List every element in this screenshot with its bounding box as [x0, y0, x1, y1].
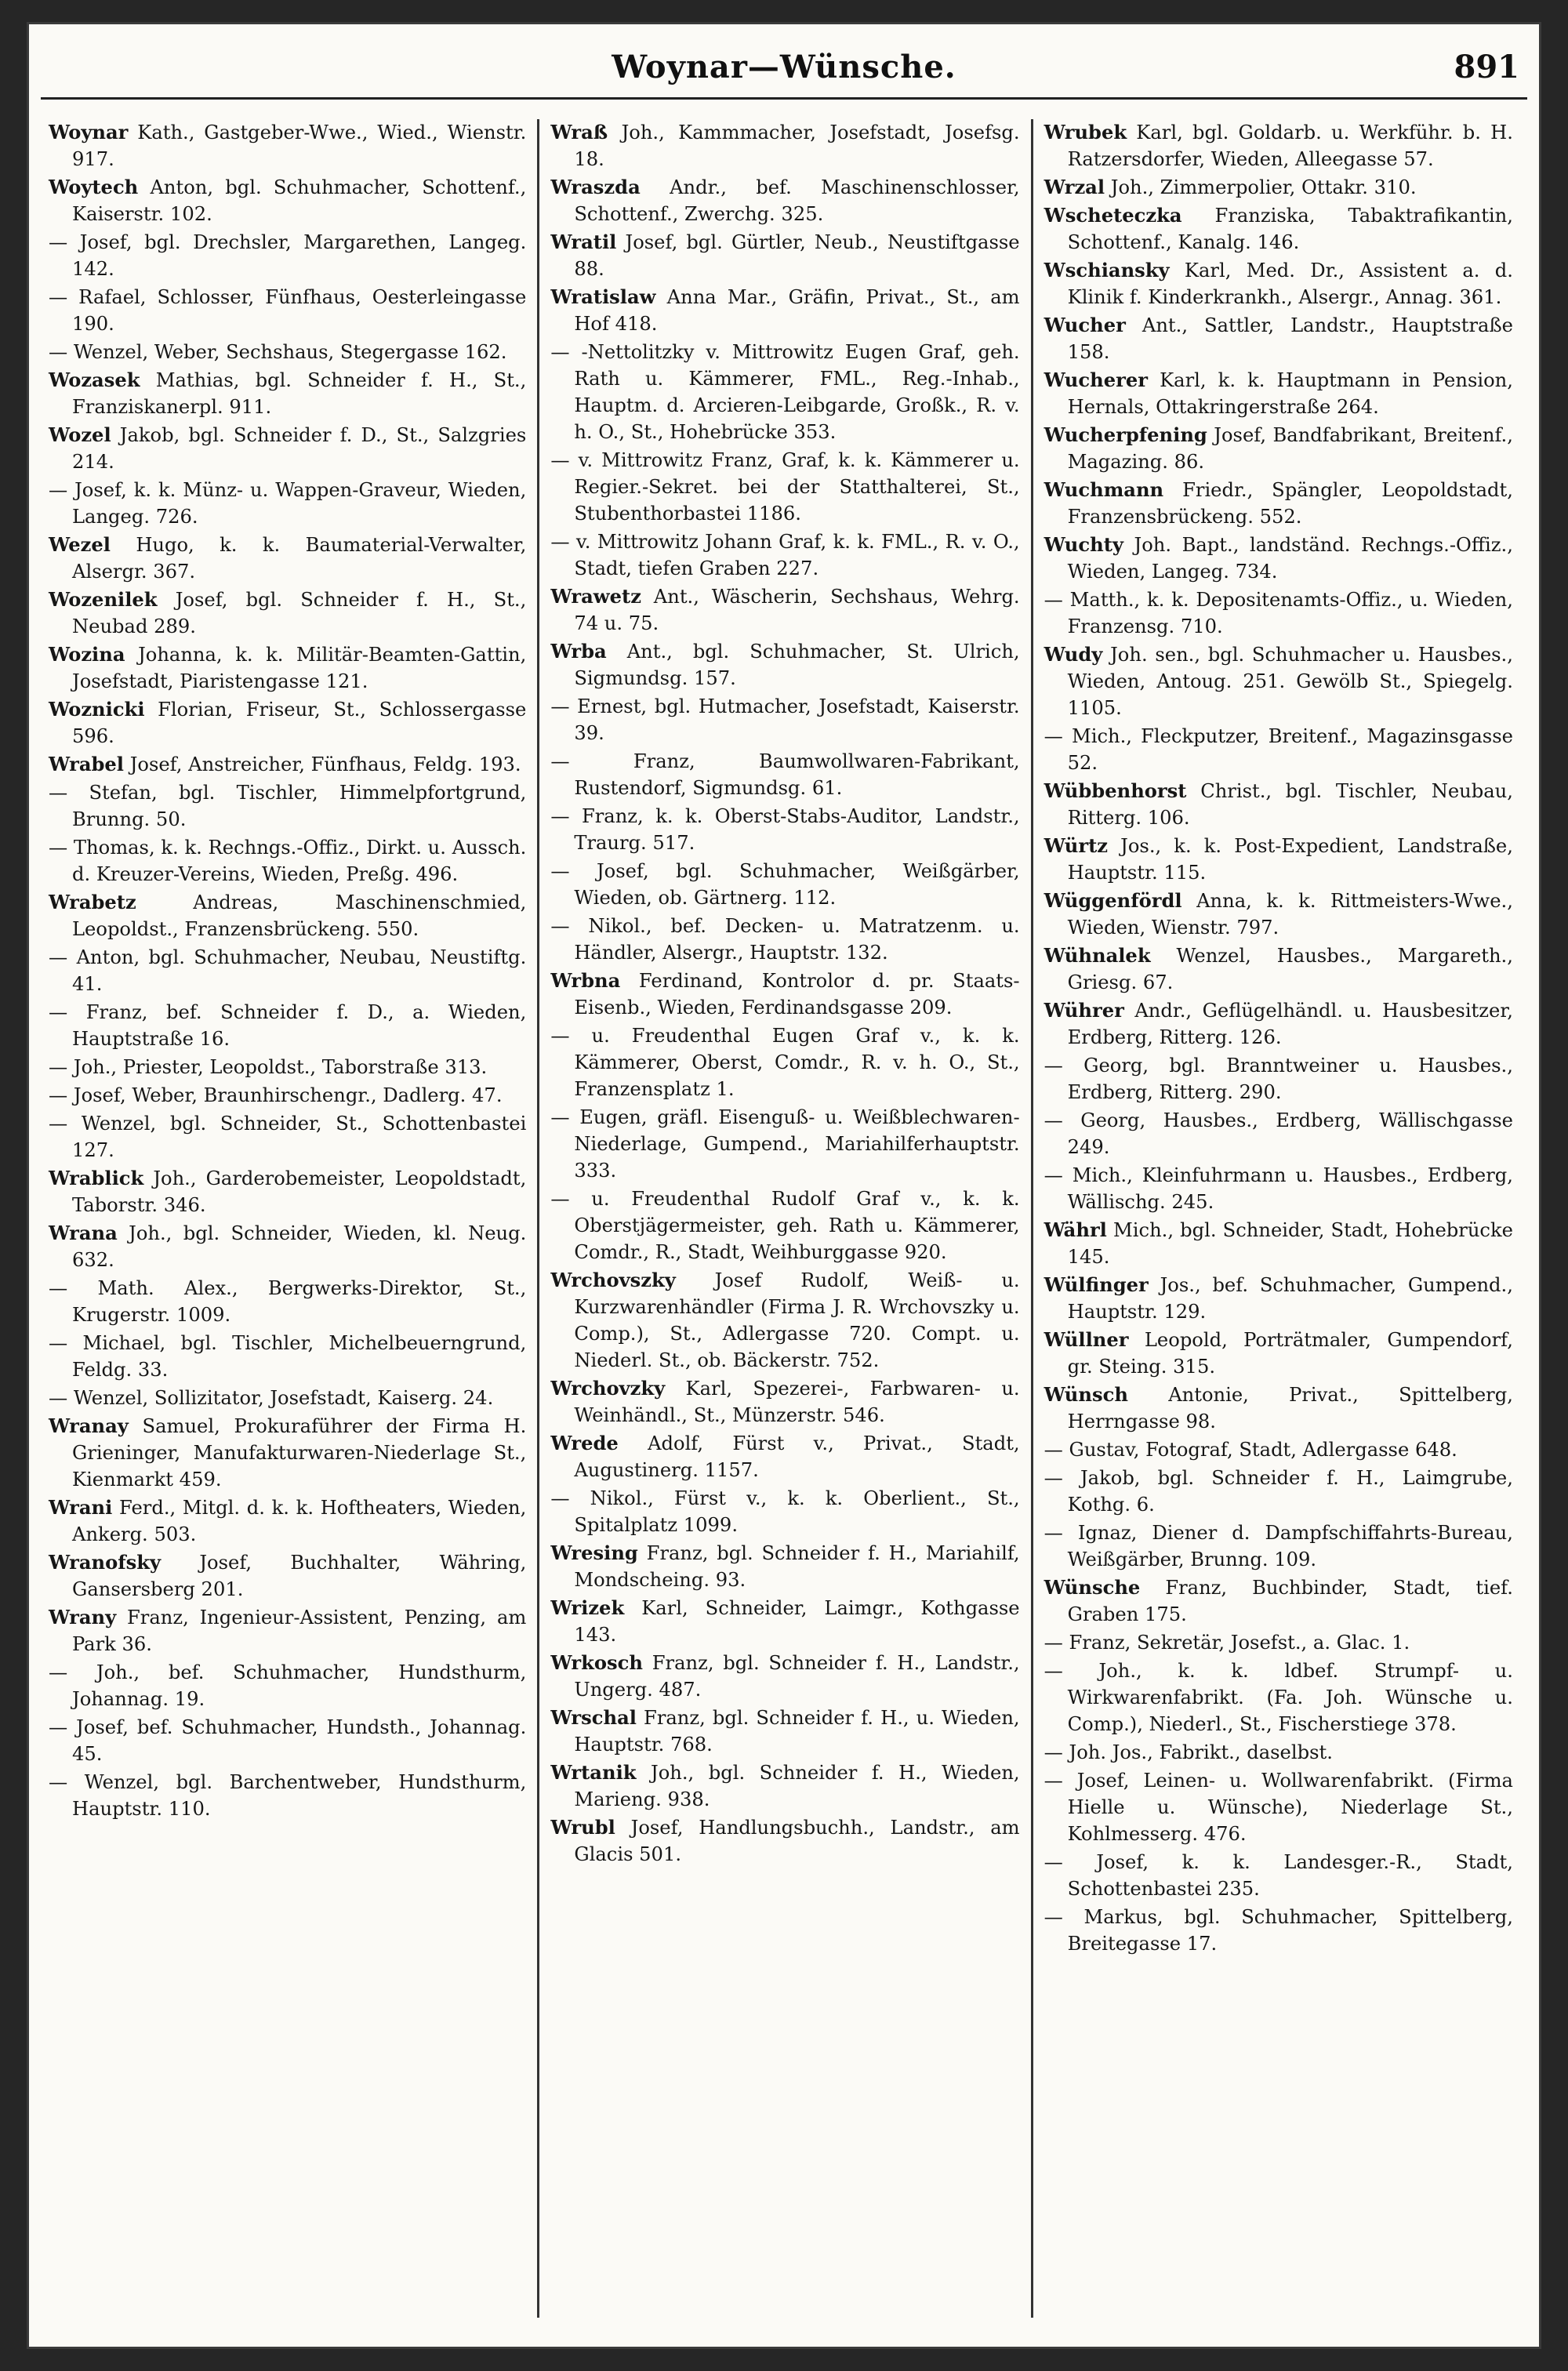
directory-subentry [49, 834, 526, 888]
directory-subentry [550, 1186, 1019, 1265]
entry-surname: Wraß [550, 121, 608, 143]
directory-entry [49, 119, 526, 172]
entry-surname: Wrchovzky [550, 1377, 666, 1400]
directory-subentry [1044, 1904, 1513, 1957]
entry-text: Joh., Zimmerpolier, Ottakr. 310. [1110, 176, 1417, 198]
entry-surname: Wranay [49, 1414, 129, 1437]
entry-text: Anton, bgl. Schuhmacher, Schottenf., Kaiserstr. 102. [72, 176, 527, 225]
entry-text: — Markus, bgl. Schuhmacher, Spittelberg, Breitegasse 17. [1044, 1906, 1513, 1955]
entry-text: — Nikol., Fürst v., k. k. Oberlient., St., Spitalplatz 1099. [550, 1487, 1020, 1536]
directory-subentry [550, 528, 1019, 582]
directory-entry [49, 1549, 526, 1603]
directory-entry [1044, 1327, 1513, 1380]
entry-text: Antonie, Privat., Spittelberg, Herrngasse 98. [1067, 1384, 1513, 1432]
entry-text: — Matth., k. k. Depositenamts-Offiz., u. Wieden, Franzensg. 710. [1044, 589, 1513, 637]
entry-text: — u. Freudenthal Rudolf Graf v., k. k. Oberstjägermeister, geh. Rath u. Kämmerer, Comdr., R., Stadt, Weihburggasse 920. [550, 1188, 1020, 1263]
entry-text: Josef, Anstreicher, Fünfhaus, Feldg. 193. [129, 753, 521, 775]
directory-entry [49, 696, 526, 750]
entry-surname: Wranofsky [49, 1551, 162, 1574]
entry-text: — Nikol., bef. Decken- u. Matratzenm. u. Händler, Alsergr., Hauptstr. 132. [550, 915, 1020, 964]
directory-entry [49, 889, 526, 942]
header-rule [41, 97, 1527, 100]
entry-surname: Wezel [49, 533, 111, 556]
directory-entry [49, 1413, 526, 1493]
entry-text: Jos., bef. Schuhmacher, Gumpend., Hauptstr. 129. [1067, 1274, 1513, 1323]
entry-text: — Mich., Fleckputzer, Breitenf., Magazinsgasse 52. [1044, 725, 1513, 774]
entry-text: Josef, Buchhalter, Währing, Gansersberg 201. [72, 1552, 527, 1600]
entry-text: — Michael, bgl. Tischler, Michelbeuerngrund, Feldg. 33. [49, 1332, 527, 1381]
entry-text: Josef, Handlungsbuchh., Landstr., am Glacis 501. [574, 1817, 1020, 1865]
directory-subentry [1044, 1465, 1513, 1518]
entry-text: — Franz, Baumwollwaren-Fabrikant, Rustendorf, Sigmundsg. 61. [550, 750, 1020, 799]
entry-text: Adolf, Fürst v., Privat., Stadt, Augustinerg. 1157. [574, 1432, 1020, 1481]
entry-text: Friedr., Spängler, Leopoldstadt, Franzensbrückeng. 552. [1067, 479, 1513, 528]
directory-entry [1044, 532, 1513, 585]
entry-surname: Woynar [49, 121, 129, 143]
entry-text: — Georg, bgl. Branntweiner u. Hausbes., Erdberg, Ritterg. 290. [1044, 1055, 1513, 1103]
entry-text: Franz, Ingenieur-Assistent, Penzing, am Park 36. [72, 1607, 527, 1655]
directory-subentry [49, 1769, 526, 1822]
entry-surname: Wrbna [550, 969, 621, 992]
directory-subentry [550, 1104, 1019, 1184]
entry-text: Ferdinand, Kontrolor d. pr. Staats-Eisenb., Wieden, Ferdinandsgasse 209. [574, 970, 1020, 1018]
entry-text: — Math. Alex., Bergwerks-Direktor, St., Krugerstr. 1009. [49, 1277, 527, 1326]
entry-surname: Woznicki [49, 698, 145, 721]
entry-text: Karl, Med. Dr., Assistent a. d. Klinik f. Kinderkrankh., Alsergr., Annag. 361. [1067, 260, 1513, 308]
directory-entry [550, 583, 1019, 637]
directory-entry [49, 367, 526, 420]
entry-text: — Josef, Weber, Braunhirschengr., Dadlerg. 47. [49, 1084, 503, 1106]
entry-text: Leopold, Porträtmaler, Gumpendorf, gr. Steing. 315. [1067, 1329, 1513, 1378]
column-1 [44, 119, 537, 2318]
directory-subentry [49, 339, 526, 365]
entry-text: Ant., Sattler, Landstr., Hauptstraße 158. [1067, 314, 1513, 363]
directory-entry [1044, 997, 1513, 1051]
directory-entry [550, 968, 1019, 1021]
directory-entry [1044, 477, 1513, 530]
directory-entry [49, 532, 526, 585]
entry-surname: Wrzal [1044, 176, 1105, 198]
entry-text: — Joh., k. k. ldbef. Strumpf- u. Wirkwarenfabrikt. (Fa. Joh. Wünsche u. Comp.), Niederl., St., Fischerstiege 378. [1044, 1660, 1513, 1735]
directory-subentry [550, 1485, 1019, 1538]
entry-surname: Wrany [49, 1606, 117, 1628]
directory-entry [49, 1494, 526, 1548]
directory-entry [1044, 367, 1513, 420]
entry-surname: Wucherpfening [1044, 423, 1207, 446]
directory-subentry [49, 284, 526, 337]
directory-subentry [1044, 1052, 1513, 1106]
entry-text: Wenzel, Hausbes., Margareth., Griesg. 67. [1067, 945, 1513, 993]
entry-surname: Wuchty [1044, 533, 1123, 556]
directory-entry [550, 1705, 1019, 1758]
entry-text: Mich., bgl. Schneider, Stadt, Hohebrücke 145. [1067, 1219, 1513, 1268]
directory-entry [1044, 312, 1513, 365]
directory-subentry [49, 1082, 526, 1109]
entry-text: — -Nettolitzky v. Mittrowitz Eugen Graf, geh. Rath u. Kämmerer, FML., Reg.-Inhab., Hauptm. d. Arcieren-Leibgarde, Großk., R. v. h. O., St., Hohebrücke 353. [550, 341, 1020, 443]
directory-entry [1044, 202, 1513, 256]
directory-entry [49, 586, 526, 640]
entry-surname: Würtz [1044, 834, 1109, 857]
entry-text: Josef, bgl. Schneider f. H., St., Neubad 289. [72, 589, 527, 637]
entry-text: Kath., Gastgeber-Wwe., Wied., Wienstr. 917. [72, 122, 527, 170]
column-2 [537, 119, 1030, 2318]
directory-entry [550, 1540, 1019, 1593]
directory-subentry [1044, 1739, 1513, 1766]
entry-text: — Ignaz, Diener d. Dampfschiffahrts-Bureau, Weißgärber, Brunng. 109. [1044, 1522, 1513, 1570]
entry-text: Andr., bef. Maschinenschlosser, Schottenf., Zwerchg. 325. [574, 176, 1020, 225]
entry-text: Ferd., Mitgl. d. k. k. Hoftheaters, Wieden, Ankerg. 503. [72, 1497, 527, 1545]
directory-entry [49, 422, 526, 475]
directory-entry [1044, 1217, 1513, 1270]
entry-surname: Wüllner [1044, 1328, 1129, 1351]
entry-text: Josef, Bandfabrikant, Breitenf., Magazing. 86. [1067, 424, 1513, 473]
entry-text: Franziska, Tabaktrafikantin, Schottenf., Kanalg. 146. [1067, 205, 1513, 253]
directory-subentry [49, 229, 526, 282]
entry-surname: Wrkosch [550, 1651, 643, 1674]
directory-subentry [1044, 586, 1513, 640]
entry-text: Anna Mar., Gräfin, Privat., St., am Hof 418. [574, 286, 1020, 335]
entry-surname: Wresing [550, 1541, 638, 1564]
directory-subentry [1044, 1162, 1513, 1215]
entry-surname: Wührer [1044, 999, 1124, 1022]
entry-surname: Wozina [49, 643, 125, 666]
entry-text: Joh., bgl. Schneider f. H., Wieden, Marieng. 938. [574, 1762, 1020, 1810]
directory-entry [49, 1220, 526, 1273]
entry-text: — Joh., Priester, Leopoldst., Taborstraße 313. [49, 1056, 488, 1078]
directory-entry [1044, 257, 1513, 310]
entry-text: — Jakob, bgl. Schneider f. H., Laimgrube, Kothg. 6. [1044, 1467, 1513, 1516]
directory-entry [49, 641, 526, 695]
entry-surname: Wucher [1044, 314, 1126, 336]
directory-subentry [49, 1714, 526, 1767]
entry-text: — Josef, bgl. Schuhmacher, Weißgärber, Wieden, ob. Gärtnerg. 112. [550, 860, 1020, 909]
directory-entry [550, 1375, 1019, 1429]
entry-text: Karl, k. k. Hauptmann in Pension, Hernals, Ottakringerstraße 264. [1067, 369, 1513, 418]
entry-text: Jos., k. k. Post-Expedient, Landstraße, Hauptstr. 115. [1067, 835, 1513, 884]
directory-entry [1044, 1382, 1513, 1435]
entry-text: Ant., Wäscherin, Sechshaus, Wehrg. 74 u. 75. [574, 586, 1020, 634]
directory-subentry [550, 803, 1019, 856]
entry-text: — Wenzel, bgl. Barchentweber, Hundsthurm, Hauptstr. 110. [49, 1771, 527, 1820]
directory-subentry [550, 913, 1019, 966]
entry-surname: Wscheteczka [1044, 204, 1182, 227]
directory-page [27, 22, 1541, 2349]
entry-surname: Wülfinger [1044, 1273, 1149, 1296]
directory-entry [550, 1650, 1019, 1703]
entry-surname: Wrabetz [49, 891, 136, 913]
entry-text: Franz, bgl. Schneider f. H., u. Wieden, Hauptstr. 768. [574, 1707, 1020, 1756]
directory-entry [1044, 422, 1513, 475]
entry-text: Jakob, bgl. Schneider f. D., St., Salzgries 214. [72, 424, 527, 473]
directory-entry [550, 1759, 1019, 1813]
directory-subentry [550, 748, 1019, 801]
entry-text: Johanna, k. k. Militär-Beamten-Gattin, Josefstadt, Piaristengasse 121. [72, 644, 527, 692]
entry-surname: Wrubl [550, 1816, 615, 1839]
entry-surname: Wrizek [550, 1596, 625, 1619]
directory-subentry [1044, 1849, 1513, 1902]
entry-text: Joh., Kammmacher, Josefstadt, Josefsg. 18. [574, 122, 1020, 170]
directory-entry [1044, 174, 1513, 201]
directory-entry [1044, 1574, 1513, 1628]
entry-text: Karl, Schneider, Laimgr., Kothgasse 143. [574, 1597, 1020, 1646]
entry-surname: Wüggenfördl [1044, 889, 1182, 912]
entry-text: — Wenzel, Sollizitator, Josefstadt, Kaiserg. 24. [49, 1387, 494, 1409]
entry-text: — Georg, Hausbes., Erdberg, Wällischgasse 249. [1044, 1109, 1513, 1158]
entry-text: — Wenzel, Weber, Sechshaus, Stegergasse 162. [49, 341, 507, 363]
directory-subentry [1044, 723, 1513, 776]
directory-entry [49, 751, 526, 778]
entry-text: Josef, bgl. Gürtler, Neub., Neustiftgasse 88. [574, 231, 1020, 280]
entry-text: Franz, bgl. Schneider f. H., Mariahilf, Mondscheing. 93. [574, 1542, 1020, 1591]
entry-surname: Wozenilek [49, 588, 158, 611]
entry-surname: Wuchmann [1044, 478, 1164, 501]
directory-subentry [49, 1110, 526, 1164]
entry-text: — Wenzel, bgl. Schneider, St., Schottenbastei 127. [49, 1113, 527, 1161]
directory-entry [1044, 1272, 1513, 1325]
entry-surname: Wratislaw [550, 285, 656, 308]
entry-text: — Stefan, bgl. Tischler, Himmelpfortgrund, Brunng. 50. [49, 782, 527, 830]
entry-text: Franz, Buchbinder, Stadt, tief. Graben 175. [1067, 1577, 1513, 1625]
entry-surname: Wschiansky [1044, 259, 1170, 281]
directory-entry [1044, 778, 1513, 831]
entry-surname: Wrawetz [550, 585, 641, 608]
directory-entry [49, 174, 526, 227]
directory-entry [1044, 888, 1513, 941]
entry-text: — v. Mittrowitz Franz, Graf, k. k. Kämmerer u. Regier.-Sekret. bei der Statthalterei, St., Stubenthorbastei 1186. [550, 449, 1020, 525]
entry-text: Joh., Garderobemeister, Leopoldstadt, Taborstr. 346. [72, 1167, 527, 1216]
directory-subentry [1044, 1629, 1513, 1656]
entry-text: — u. Freudenthal Eugen Graf v., k. k. Kämmerer, Oberst, Comdr., R. v. h. O., St., Franzensplatz 1. [550, 1025, 1020, 1100]
directory-subentry [1044, 1767, 1513, 1847]
column-3 [1031, 119, 1524, 2318]
directory-subentry [49, 944, 526, 997]
entry-text: Karl, bgl. Goldarb. u. Werkführ. b. H. Ratzersdorfer, Wieden, Alleegasse 57. [1067, 122, 1513, 170]
entry-surname: Wünsche [1044, 1576, 1141, 1599]
entry-text: — v. Mittrowitz Johann Graf, k. k. FML., R. v. O., Stadt, tiefen Graben 227. [550, 531, 1020, 579]
entry-text: — Anton, bgl. Schuhmacher, Neubau, Neustiftg. 41. [49, 946, 527, 995]
entry-surname: Wrschal [550, 1706, 637, 1729]
entry-text: — Josef, bgl. Drechsler, Margarethen, Langeg. 142. [49, 231, 527, 280]
directory-entry [1044, 833, 1513, 886]
page-title: Woynar—Wünsche. [612, 49, 956, 85]
directory-entry [550, 1814, 1019, 1868]
entry-text: Andreas, Maschinenschmied, Leopoldst., Franzensbrückeng. 550. [72, 891, 527, 940]
entry-text: Joh. Bapt., landständ. Rechngs.-Offiz., Wieden, Langeg. 734. [1067, 534, 1513, 583]
entry-text: Mathias, bgl. Schneider f. H., St., Franziskanerpl. 911. [72, 369, 527, 418]
entry-text: Andr., Geflügelhändl. u. Hausbesitzer, Erdberg, Ritterg. 126. [1067, 1000, 1513, 1048]
entry-text: — Josef, k. k. Landesger.-R., Stadt, Schottenbastei 235. [1044, 1851, 1513, 1900]
entry-surname: Wozasek [49, 369, 140, 391]
entry-text: — Thomas, k. k. Rechngs.-Offiz., Dirkt. u. Aussch. d. Kreuzer-Vereins, Wieden, Preßg. 496. [49, 837, 527, 885]
entry-surname: Wrba [550, 640, 607, 663]
directory-entry [49, 1604, 526, 1658]
directory-subentry [1044, 1520, 1513, 1573]
entry-text: Joh. sen., bgl. Schuhmacher u. Hausbes., Wieden, Antoug. 251. Gewölb St., Spiegelg. 1105. [1067, 644, 1513, 719]
entry-surname: Wozel [49, 423, 111, 446]
directory-subentry [550, 858, 1019, 911]
entry-text: Anna, k. k. Rittmeisters-Wwe., Wieden, Wienstr. 797. [1067, 890, 1513, 939]
entry-text: — Rafael, Schlosser, Fünfhaus, Oesterleingasse 190. [49, 286, 527, 335]
entry-surname: Wrchovszky [550, 1269, 676, 1291]
directory-entry [550, 1430, 1019, 1483]
directory-entry [550, 229, 1019, 282]
entry-surname: Wrani [49, 1496, 113, 1519]
entry-text: — Josef, Leinen- u. Wollwarenfabrikt. (Firma Hielle u. Wünsche), Niederlage St., Kohlmesserg. 476. [1044, 1770, 1513, 1845]
entry-surname: Woytech [49, 176, 139, 198]
directory-entry [550, 1267, 1019, 1374]
directory-subentry [49, 999, 526, 1052]
entry-surname: Wrabel [49, 753, 124, 775]
entry-text: — Franz, Sekretär, Josefst., a. Glac. 1. [1044, 1632, 1410, 1654]
directory-subentry [1044, 1436, 1513, 1463]
entry-text: Joh., bgl. Schneider, Wieden, kl. Neug. 632. [72, 1222, 527, 1271]
entry-text: — Ernest, bgl. Hutmacher, Josefstadt, Kaiserstr. 39. [550, 695, 1020, 744]
directory-subentry [49, 1330, 526, 1383]
directory-subentry [49, 1385, 526, 1411]
entry-surname: Wühnalek [1044, 944, 1151, 967]
page-number: 891 [1454, 49, 1519, 85]
entry-text: — Josef, bef. Schuhmacher, Hundsth., Johannag. 45. [49, 1716, 527, 1765]
directory-entry [550, 174, 1019, 227]
directory-subentry [1044, 1107, 1513, 1160]
directory-entry [49, 1165, 526, 1218]
entry-surname: Wünsch [1044, 1383, 1128, 1406]
entry-text: — Franz, bef. Schneider f. D., a. Wieden, Hauptstraße 16. [49, 1001, 527, 1050]
directory-entry [1044, 942, 1513, 996]
entry-text: — Franz, k. k. Oberst-Stabs-Auditor, Landstr., Traurg. 517. [550, 805, 1020, 854]
entry-surname: Wrtanik [550, 1761, 637, 1784]
entry-surname: Wübbenhorst [1044, 779, 1187, 802]
entry-text: Samuel, Prokuraführer der Firma H. Grieninger, Manufakturwaren-Niederlage St., Kienmarkt 459. [72, 1415, 527, 1490]
entry-text: Christ., bgl. Tischler, Neubau, Ritterg. 106. [1067, 780, 1513, 829]
directory-subentry [550, 447, 1019, 527]
entry-surname: Wucherer [1044, 369, 1148, 391]
directory-subentry [550, 1022, 1019, 1102]
entry-surname: Wrubek [1044, 121, 1127, 143]
directory-subentry [49, 477, 526, 530]
entry-text: — Eugen, gräfl. Eisenguß- u. Weißblechwaren-Niederlage, Gumpend., Mariahilferhauptstr. 333. [550, 1106, 1020, 1182]
entry-surname: Wraszda [550, 176, 641, 198]
directory-columns [44, 119, 1524, 2318]
directory-entry [550, 638, 1019, 692]
entry-text: Hugo, k. k. Baumaterial-Verwalter, Alsergr. 367. [72, 534, 527, 583]
entry-text: Florian, Friseur, St., Schlossergasse 596. [72, 699, 527, 747]
page-header [27, 49, 1541, 99]
directory-entry [1044, 641, 1513, 721]
entry-surname: Wudy [1044, 643, 1103, 666]
entry-surname: Wratil [550, 231, 617, 253]
directory-entry [550, 1595, 1019, 1648]
entry-surname: Wrana [49, 1222, 118, 1244]
directory-subentry [49, 779, 526, 833]
entry-surname: Währl [1044, 1218, 1107, 1241]
directory-subentry [1044, 1658, 1513, 1737]
directory-subentry [49, 1054, 526, 1080]
directory-subentry [49, 1275, 526, 1328]
entry-text: Franz, bgl. Schneider f. H., Landstr., Ungerg. 487. [574, 1652, 1020, 1701]
entry-text: — Gustav, Fotograf, Stadt, Adlergasse 648. [1044, 1439, 1457, 1461]
entry-surname: Wrablick [49, 1167, 144, 1189]
entry-text: — Joh., bef. Schuhmacher, Hundsthurm, Johannag. 19. [49, 1661, 527, 1710]
entry-text: Karl, Spezerei-, Farbwaren- u. Weinhändl., St., Münzerstr. 546. [574, 1378, 1020, 1426]
entry-text: Josef Rudolf, Weiß- u. Kurzwarenhändler (Firma J. R. Wrchovszky u. Comp.), St., Adlergasse 720. Compt. u. Niederl. St., ob. Bäckerstr. 752. [574, 1269, 1020, 1371]
entry-surname: Wrede [550, 1432, 619, 1454]
entry-text: — Josef, k. k. Münz- u. Wappen-Graveur, Wieden, Langeg. 726. [49, 479, 527, 528]
entry-text: Ant., bgl. Schuhmacher, St. Ulrich, Sigmundsg. 157. [574, 641, 1020, 689]
entry-text: — Mich., Kleinfuhrmann u. Hausbes., Erdberg, Wällischg. 245. [1044, 1164, 1513, 1213]
entry-text: — Joh. Jos., Fabrikt., daselbst. [1044, 1741, 1333, 1763]
directory-entry [1044, 119, 1513, 172]
directory-subentry [550, 339, 1019, 445]
directory-entry [550, 284, 1019, 337]
directory-entry [550, 119, 1019, 172]
directory-subentry [550, 693, 1019, 746]
directory-subentry [49, 1659, 526, 1712]
